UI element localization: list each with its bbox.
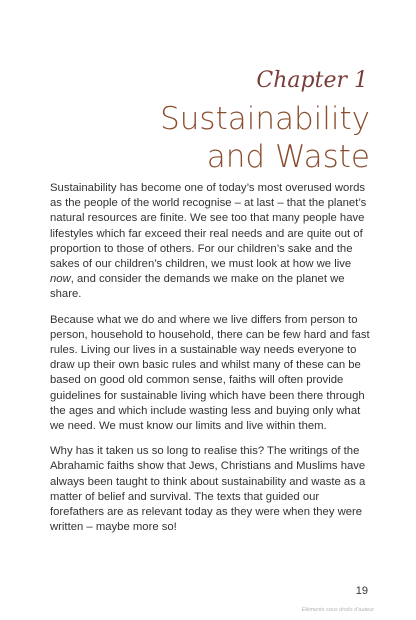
chapter-title-line-2: and Waste	[206, 139, 370, 175]
paragraph-1-text-start: Sustainability has become one of today’s most overused words as the people of the world recognise – at last – that the planet’s natural resources are finite. We see too that many people have lifestyles which far exceed their real needs and are quite out of proportion to those of others. For our children’s sake and the sakes of our children’s children, we must look at how we live	[50, 182, 367, 271]
paragraph-2: Because what we do and where we live differs from person to person, household to household, there can be few hard and fast rules. Living our lives in a sustainable way needs everyone to draw up their own basic rules and whilst many of these can be based on good old common sense, faiths will often provide guidelines for sustainable living which have been there through the ages and which include wasting less and buying only what we need. We must know our limits and live within them.	[50, 313, 370, 433]
paragraph-1	[50, 181, 372, 303]
chapter-title	[30, 100, 370, 176]
chapter-title-line-1: Sustainability	[160, 101, 370, 137]
paragraph-1-emphasis: now	[50, 273, 71, 286]
page-number: 19	[355, 585, 368, 597]
chapter-label: Chapter 1	[256, 68, 368, 93]
body-text	[50, 181, 372, 545]
paragraph-1-text-end: , and consider the demands we make on the planet we share.	[50, 273, 345, 301]
copyright-watermark: Éléments sous droits d’auteur	[301, 607, 374, 613]
paragraph-3: Why has it taken us so long to realise this? The writings of the Abrahamic faiths show that Jews, Christians and Muslims have always been taught to think about sustainability and waste as a matter of belief and survival. The texts that guided our forefathers are as relevant today as they were when they were written – maybe more so!	[50, 445, 366, 534]
